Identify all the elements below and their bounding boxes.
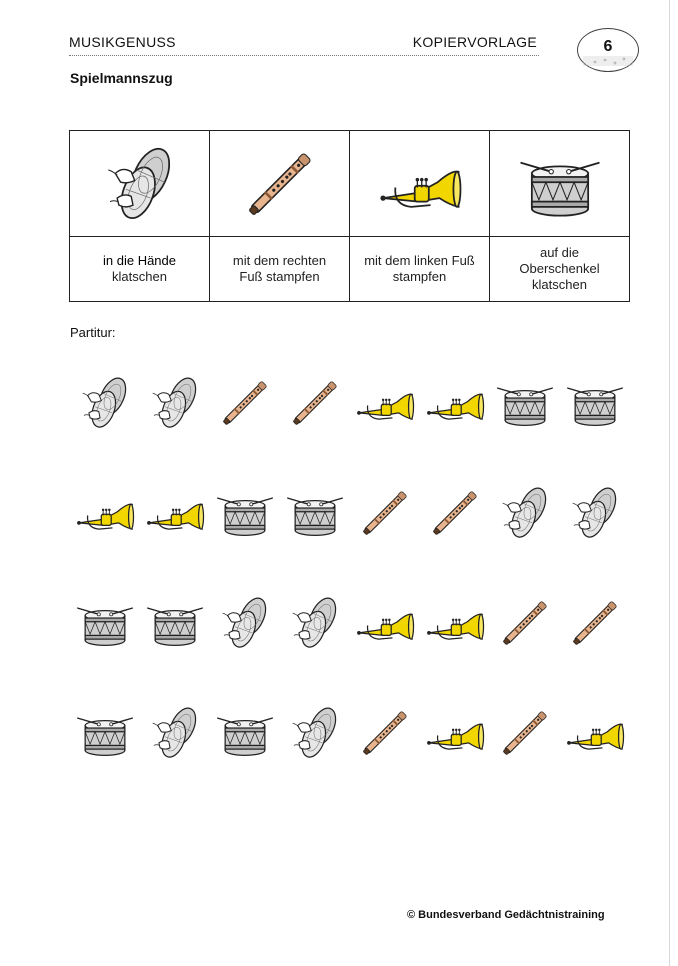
drum-icon	[280, 478, 350, 548]
score-label: Partitur:	[70, 325, 116, 340]
cymbals-icon	[490, 478, 560, 548]
legend-text-line: klatschen	[112, 269, 167, 284]
music-staff-icon	[583, 56, 633, 66]
trumpet-icon	[560, 698, 630, 768]
score-row-3	[70, 588, 630, 658]
trumpet-icon	[420, 698, 490, 768]
legend-text-line: mit dem rechten	[232, 253, 327, 268]
legend-text-line: auf die	[539, 245, 580, 260]
legend-text-row	[70, 237, 630, 302]
copyright-footer: © Bundesverband Gedächtnistraining	[407, 909, 605, 921]
recorder-icon	[350, 698, 420, 768]
legend-text-line: mit dem linken Fuß	[364, 253, 475, 268]
page-title: Spielmannszug	[70, 70, 173, 86]
legend-cell-cymbals	[70, 131, 210, 237]
legend-cell-drum	[490, 131, 630, 237]
drum-icon	[70, 698, 140, 768]
score-row-4	[70, 698, 630, 768]
recorder-icon	[420, 478, 490, 548]
legend-text-trumpet	[350, 237, 490, 302]
trumpet-icon	[350, 368, 420, 438]
recorder-icon	[490, 588, 560, 658]
trumpet-icon	[350, 588, 420, 658]
cymbals-icon	[140, 698, 210, 768]
drum-icon	[560, 368, 630, 438]
cymbals-icon	[560, 478, 630, 548]
header-document-type: KOPIERVORLAGE	[412, 34, 537, 50]
legend-text-line: in die Hände	[103, 253, 176, 268]
legend-text-line: klatschen	[532, 277, 587, 292]
legend-text-recorder	[210, 237, 350, 302]
drum-icon	[210, 698, 280, 768]
trumpet-icon	[140, 478, 210, 548]
legend-cell-trumpet	[350, 131, 490, 237]
legend-text-line: Oberschenkel	[519, 261, 600, 276]
drum-icon	[70, 588, 140, 658]
legend-text-line: stampfen	[392, 269, 447, 284]
legend-table	[69, 130, 630, 302]
legend-cell-recorder	[210, 131, 350, 237]
drum-icon	[490, 368, 560, 438]
recorder-icon	[350, 478, 420, 548]
legend-image-row	[70, 131, 630, 237]
legend-text-drum	[490, 237, 630, 302]
cymbals-icon	[210, 588, 280, 658]
score-row-2	[70, 478, 630, 548]
score-row-1	[70, 368, 630, 438]
recorder-icon	[210, 140, 349, 228]
legend-text-line: Fuß stampfen	[239, 269, 320, 284]
trumpet-icon	[70, 478, 140, 548]
drum-icon	[490, 140, 629, 228]
cymbals-icon	[140, 368, 210, 438]
cymbals-icon	[70, 368, 140, 438]
cymbals-icon	[280, 698, 350, 768]
trumpet-icon	[420, 588, 490, 658]
page-header	[69, 33, 539, 56]
cymbals-icon	[280, 588, 350, 658]
page-number-badge	[577, 28, 639, 72]
recorder-icon	[280, 368, 350, 438]
drum-icon	[210, 478, 280, 548]
recorder-icon	[210, 368, 280, 438]
header-section-label: MUSIKGENUSS	[69, 34, 176, 50]
cymbals-icon	[70, 140, 209, 228]
trumpet-icon	[350, 140, 489, 228]
trumpet-icon	[420, 368, 490, 438]
recorder-icon	[560, 588, 630, 658]
recorder-icon	[490, 698, 560, 768]
page-number: 6	[603, 38, 613, 55]
drum-icon	[140, 588, 210, 658]
score-grid	[70, 368, 630, 808]
legend-text-cymbals	[70, 237, 210, 302]
